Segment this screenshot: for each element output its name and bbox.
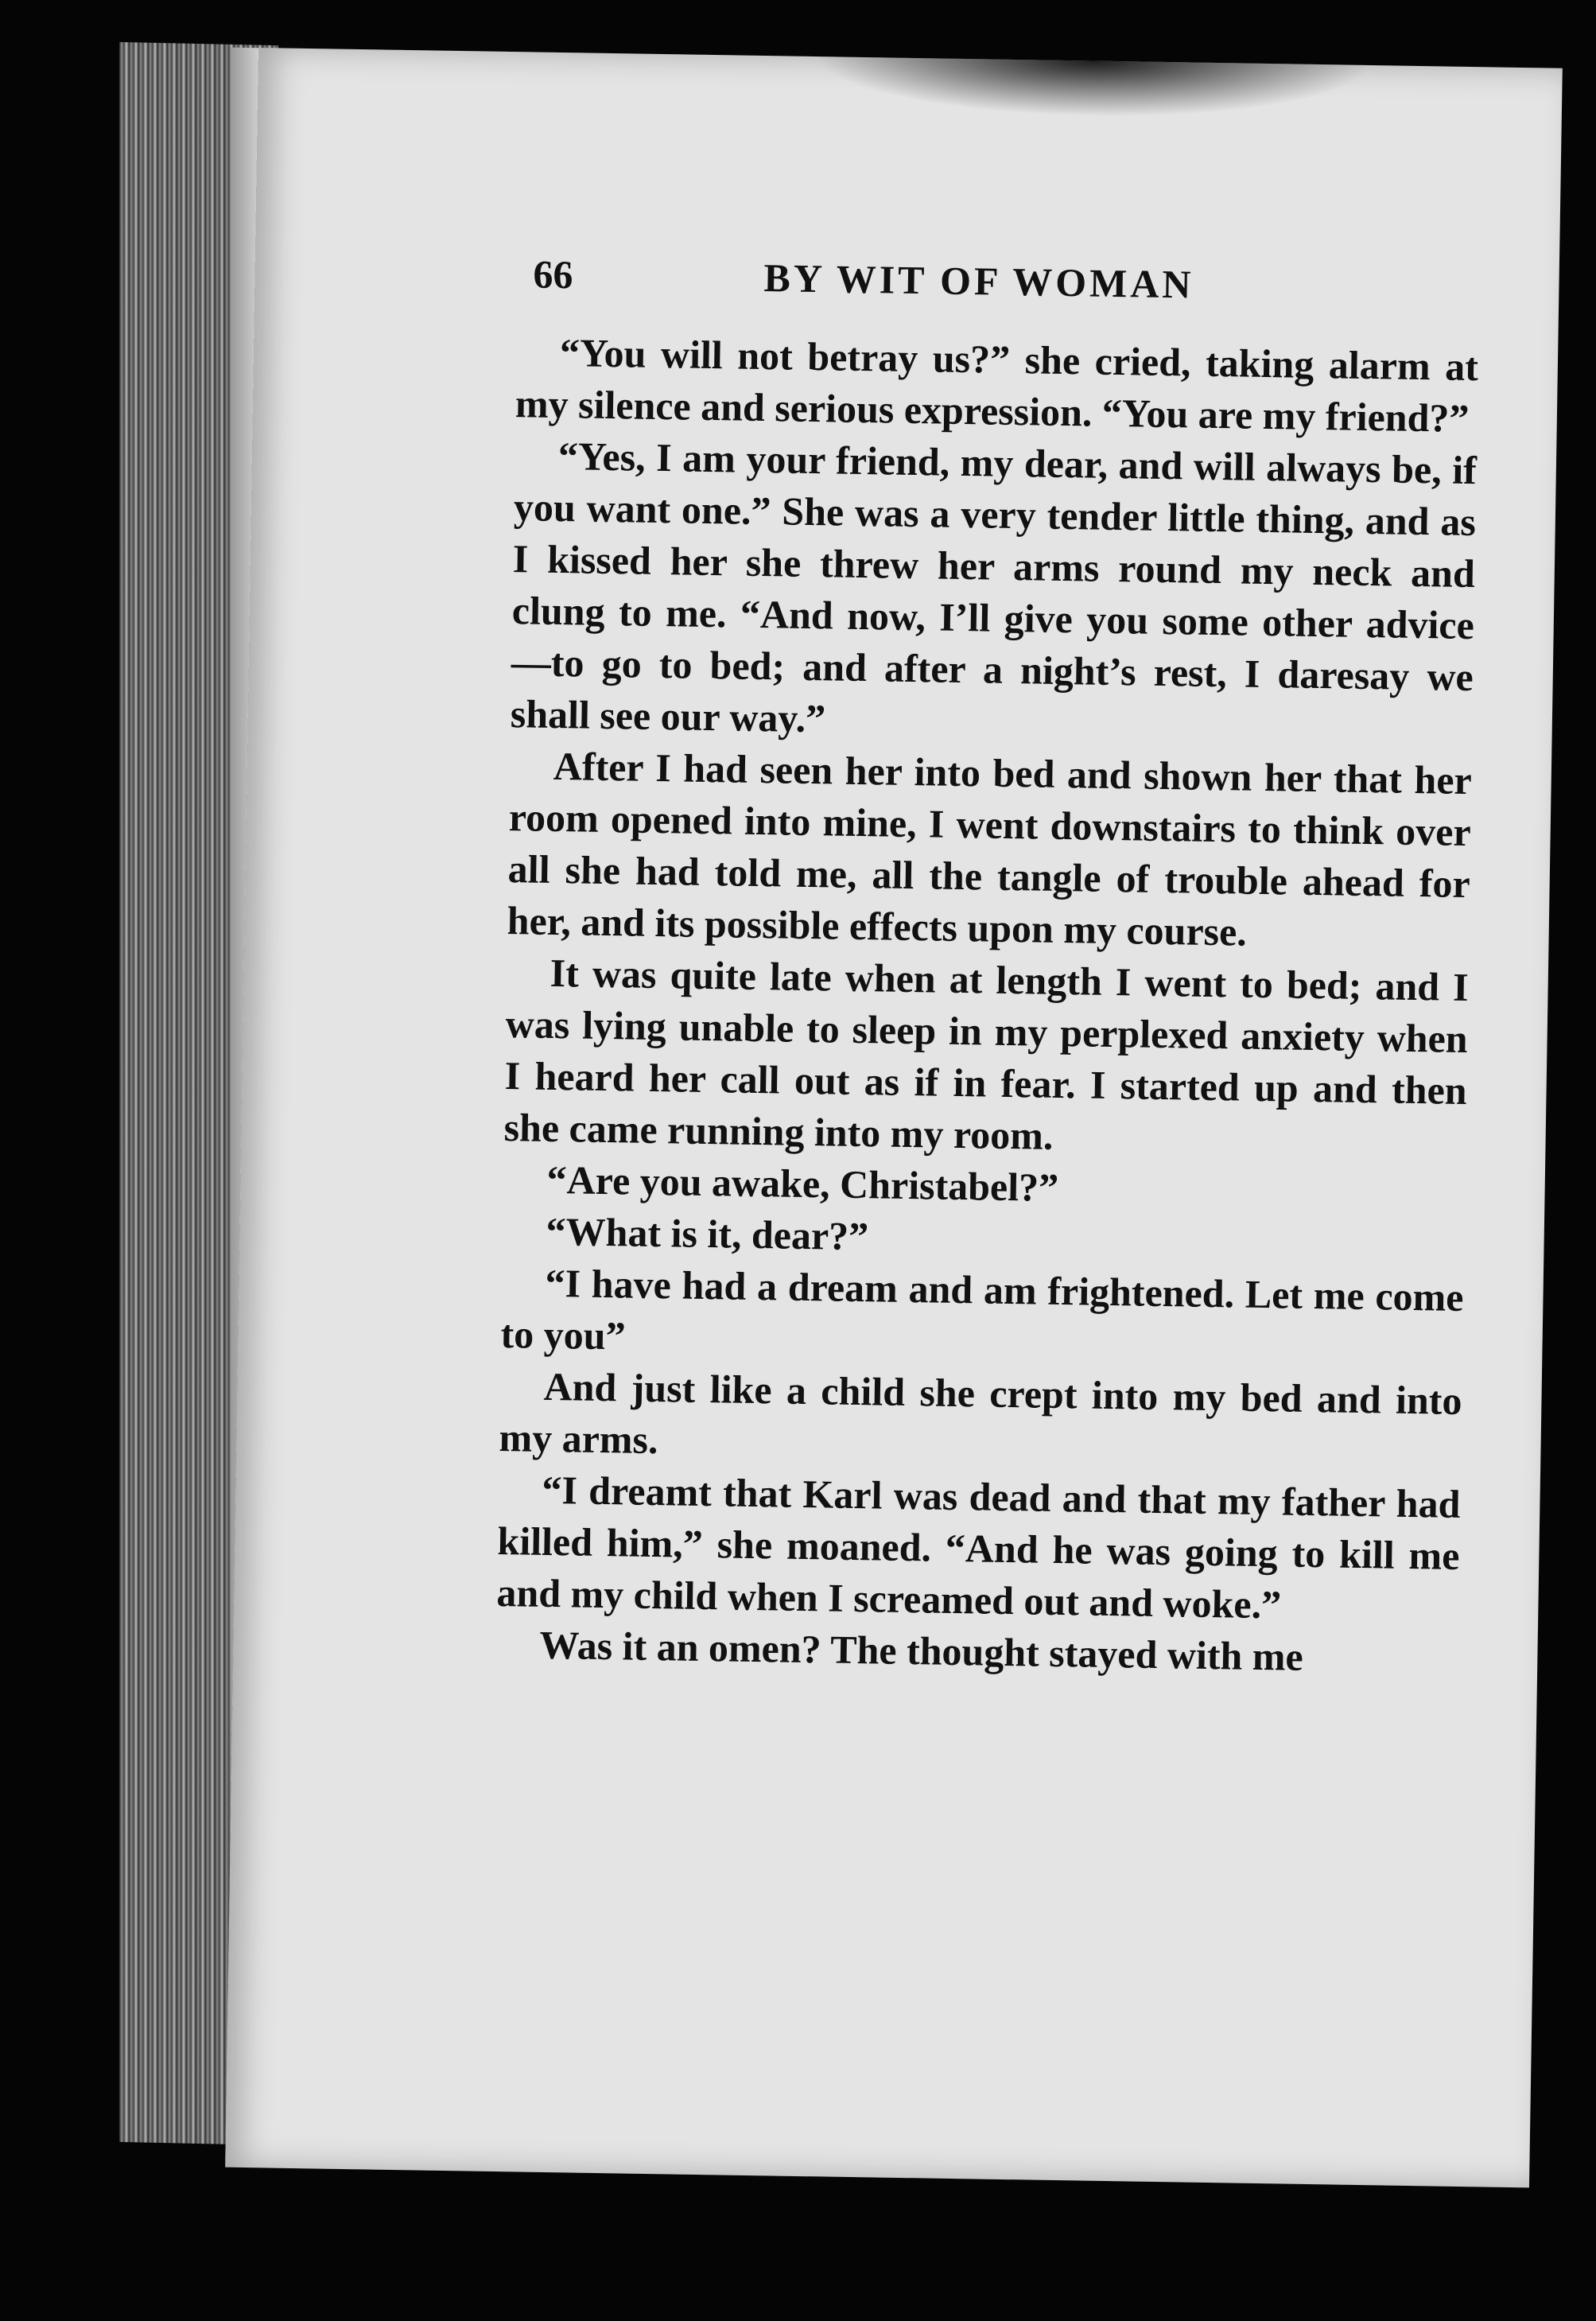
paragraph: “Are you awake, Christabel?” bbox=[546, 1157, 1059, 1210]
body-text bbox=[495, 326, 1478, 1685]
paragraph: “I dreamt that Karl was dead and that my father had killed him,” she moaned. “And he was going to kill me and my child when I screamed out and woke.” bbox=[496, 1467, 1461, 1627]
running-header bbox=[533, 251, 1281, 326]
paragraph: “What is it, dear?” bbox=[546, 1208, 869, 1259]
paragraph: “You will not betray us?” she cried, taking alarm at my silence and serious expression. “You are my friend?” bbox=[515, 330, 1479, 441]
book-title: BY WIT OF WOMAN bbox=[763, 255, 1195, 307]
paragraph: It was quite late when at length I went to bed; and I was lying unable to sleep in my perplexed anxiety when I heard her call out as if in fear. I started up and then she came running into my room. bbox=[503, 950, 1470, 1158]
scan-shadow bbox=[814, 56, 1372, 121]
page-number: 66 bbox=[533, 251, 574, 297]
paragraph: Was it an omen? The thought stayed with me bbox=[539, 1622, 1304, 1679]
paragraph: “Yes, I am your friend, my dear, and will always be, if you want one.” She was a very tender little thing, and as I kissed her she threw her arms round my neck and clung to me. “And now, I’ll give you some other advice—to go to bed; and after a night’s rest, I daresay we shall see our way.” bbox=[510, 433, 1478, 741]
book-page bbox=[225, 48, 1563, 2187]
paragraph: And just like a child she crept into my bed and into my arms. bbox=[499, 1363, 1462, 1463]
paragraph: After I had seen her into bed and shown her that her room opened into mine, I went downstairs to think over all she had told me, all the tangle of trouble ahead for her, and its possible effects upon my course. bbox=[507, 743, 1473, 954]
paragraph: “I have had a dream and am frightened. Let me come to you” bbox=[500, 1260, 1464, 1359]
